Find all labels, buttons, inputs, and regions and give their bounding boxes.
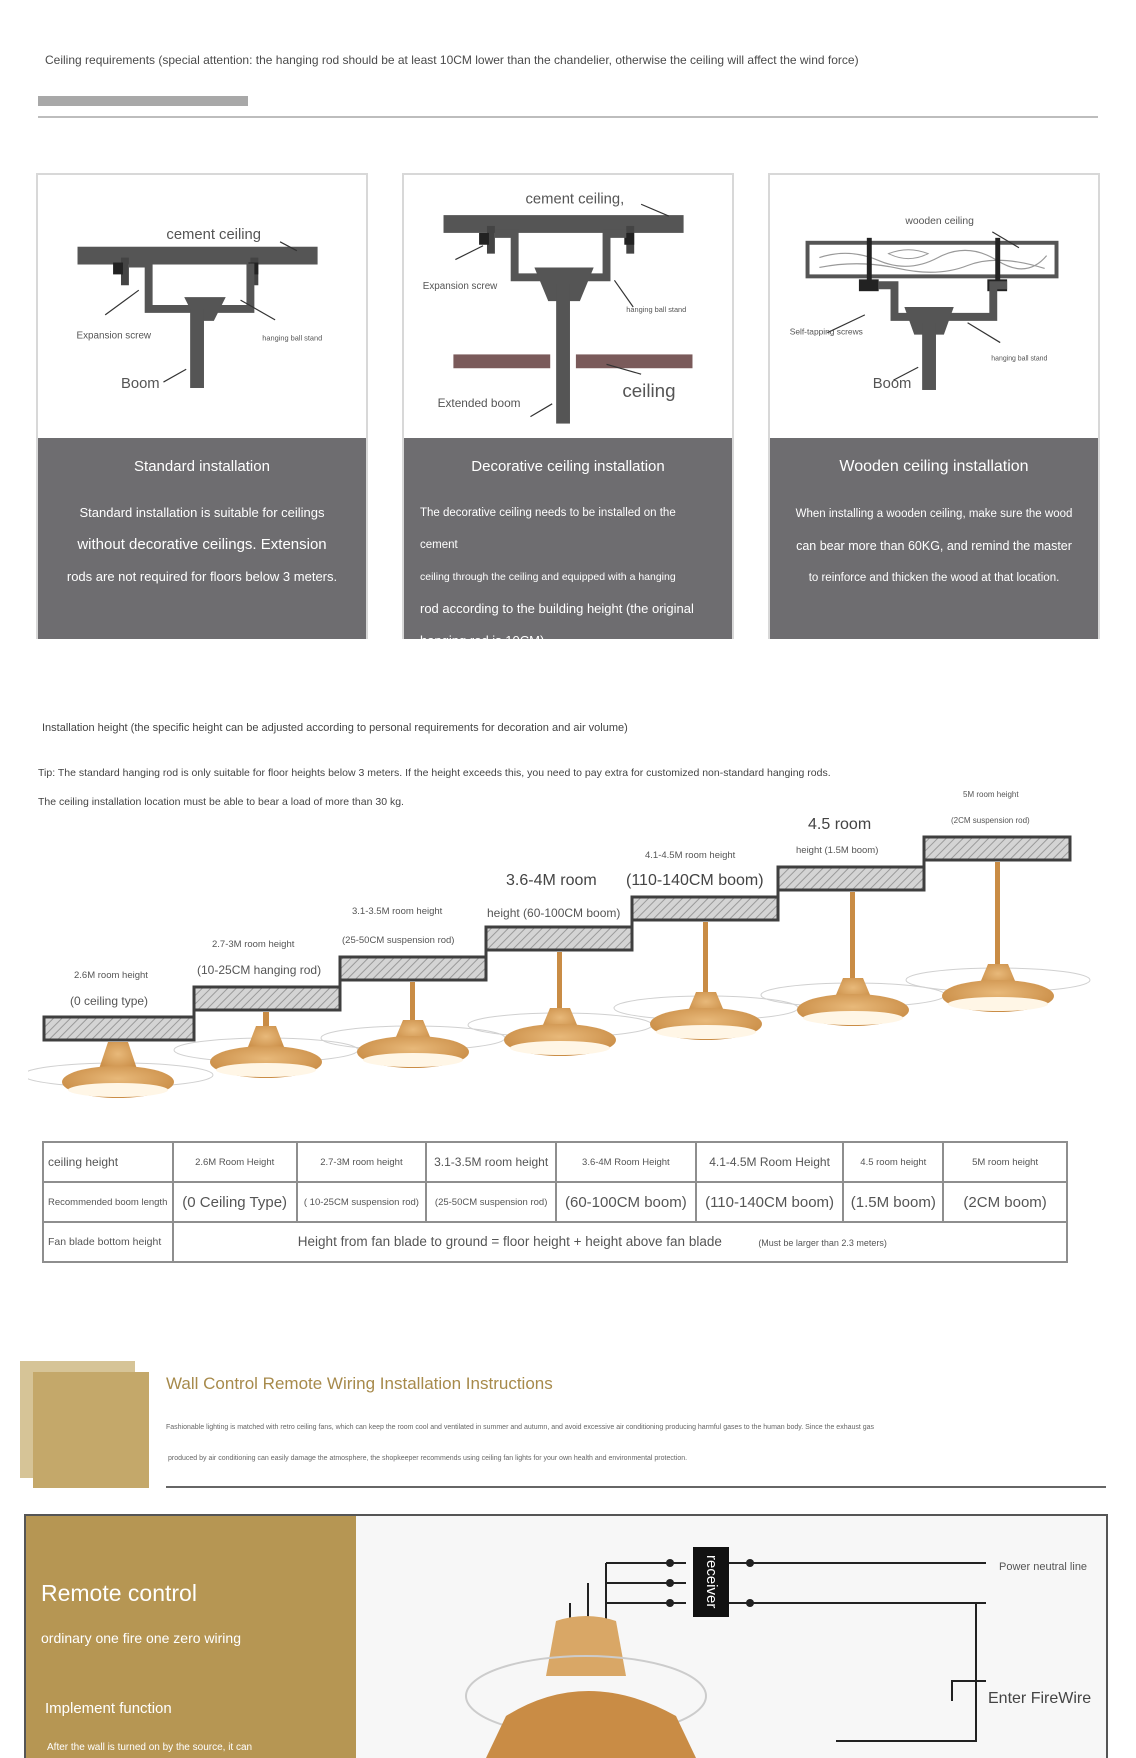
tip-text: Tip: The standard hanging rod is only suitable for floor heights below 3 meters. If the height exceeds this, you need to pay extra for customized non-standard hanging rods. bbox=[38, 767, 831, 779]
card-body-line: rod according to the building height (the original bbox=[420, 601, 694, 616]
step-label-bottom: (2CM suspension rod) bbox=[951, 816, 1030, 825]
table-row bbox=[43, 1222, 1067, 1262]
step-label-bottom: height (1.5M boom) bbox=[796, 845, 879, 856]
table-cell: 4.5 room height bbox=[843, 1142, 943, 1182]
step-label-top: 4.5 room bbox=[808, 816, 872, 833]
fan-blade-formula-cell bbox=[173, 1222, 1067, 1262]
fan-2 bbox=[174, 1012, 358, 1078]
card-decorative-ceiling bbox=[402, 173, 734, 648]
card-body-line: rods are not required for floors below 3 meters. bbox=[66, 569, 338, 584]
header-accent-bar bbox=[38, 96, 248, 106]
card-body-line: When installing a wooden ceiling, make sure the wood bbox=[795, 508, 1073, 520]
step-label-top: 3.6-4M room bbox=[506, 872, 597, 889]
card-standard-installation bbox=[36, 173, 368, 639]
expansion-screw-label: Expansion screw bbox=[76, 330, 152, 342]
table-cell: 4.1-4.5M Room Height bbox=[696, 1142, 844, 1182]
card-wooden-ceiling bbox=[768, 173, 1100, 639]
cement-ceiling-label: cement ceiling, bbox=[525, 191, 625, 208]
remote-control-title: Remote control bbox=[41, 1580, 197, 1606]
card-body-line: ceiling through the ceiling and equipped with a hanging bbox=[420, 571, 676, 583]
wall-control-description: produced by air conditioning can easily damage the atmosphere, the shopkeeper recommends using ceiling fan lights for your own health and environmental protection. bbox=[168, 1455, 688, 1462]
table-cell: 3.6-4M Room Height bbox=[556, 1142, 696, 1182]
cement-ceiling-label: cement ceiling bbox=[166, 226, 262, 243]
ceiling-requirements-text: Ceiling requirements (special attention: the hanging rod should be at least 10CM lower than the chandelier, otherwise the ceiling will affect the wind force) bbox=[45, 53, 859, 67]
hanging-ball-stand-label: hanging ball stand bbox=[991, 355, 1048, 363]
table-cell: 2.6M Room Height bbox=[173, 1142, 297, 1182]
expansion-screw-label: Expansion screw bbox=[422, 281, 498, 293]
staircase-fan-illustration bbox=[28, 780, 1118, 1125]
table-cell: (110-140CM boom) bbox=[696, 1182, 844, 1222]
card-title: Standard installation bbox=[134, 458, 270, 475]
hanging-ball-stand-label: hanging ball stand bbox=[626, 304, 687, 314]
installation-height-table bbox=[42, 1141, 1068, 1263]
card-body-line: without decorative ceilings. Extension bbox=[77, 536, 327, 553]
step-label-top: 2.6M room height bbox=[74, 970, 148, 981]
hanging-ball-stand-label: hanging ball stand bbox=[262, 333, 323, 343]
card-body-line: Standard installation is suitable for ceilings bbox=[79, 505, 325, 520]
table-row bbox=[43, 1142, 1067, 1182]
step-label-top: 3.1-3.5M room height bbox=[352, 906, 443, 917]
table-row bbox=[43, 1182, 1067, 1222]
table-cell: ( 10-25CM suspension rod) bbox=[297, 1182, 427, 1222]
boom-length-header: Recommended boom length bbox=[43, 1182, 173, 1222]
step-label-bottom: height (60-100CM boom) bbox=[487, 906, 621, 920]
table-cell: (1.5M boom) bbox=[843, 1182, 943, 1222]
card-body-line: hanging rod is 10CM) bbox=[420, 633, 545, 648]
step-label-top: 5M room height bbox=[963, 790, 1019, 799]
table-cell: (2CM boom) bbox=[943, 1182, 1067, 1222]
wooden-ceiling-label: wooden ceiling bbox=[905, 216, 974, 228]
card-body-line: The decorative ceiling needs to be installed on the cement bbox=[420, 507, 676, 551]
step-label-bottom: (0 ceiling type) bbox=[70, 994, 149, 1008]
card-body-line: can bear more than 60KG, and remind the master bbox=[796, 539, 1072, 553]
table-cell: (0 Ceiling Type) bbox=[173, 1182, 297, 1222]
ceiling-height-header: ceiling height bbox=[43, 1142, 173, 1182]
table-cell: 3.1-3.5M room height bbox=[426, 1142, 556, 1182]
self-tapping-screws-label: Self-tapping screws bbox=[789, 326, 863, 337]
header-divider bbox=[38, 116, 1098, 118]
extended-boom-label: Extended boom bbox=[437, 395, 521, 410]
fan-blade-height-header: Fan blade bottom height bbox=[43, 1222, 173, 1262]
decorative-ceiling-panel bbox=[404, 438, 732, 648]
installation-height-title: Installation height (the specific height can be adjusted according to personal requirements for decoration and air volume) bbox=[42, 722, 628, 734]
standard-installation-panel bbox=[38, 438, 366, 639]
load-text: The ceiling installation location must be able to bear a load of more than 30 kg. bbox=[38, 796, 404, 808]
standard-installation-diagram bbox=[38, 175, 366, 438]
enter-firewire-label: Enter FireWire bbox=[988, 1690, 1092, 1707]
fan-1 bbox=[28, 1042, 213, 1098]
fan-5 bbox=[614, 922, 798, 1040]
table-cell: 2.7-3M room height bbox=[297, 1142, 427, 1182]
step-label-top: 2.7-3M room height bbox=[212, 939, 295, 950]
remote-control-subtitle: ordinary one fire one zero wiring bbox=[41, 1630, 241, 1646]
wiring-diagram bbox=[356, 1516, 1106, 1758]
step-label-top: 4.1-4.5M room height bbox=[645, 850, 736, 861]
boom-label: Boom bbox=[872, 376, 912, 393]
fan-blade-formula: Height from fan blade to ground = floor height + height above fan blade bbox=[297, 1234, 722, 1249]
fan-4 bbox=[468, 952, 652, 1056]
wall-control-title: Wall Control Remote Wiring Installation Instructions bbox=[166, 1374, 553, 1393]
wall-control-divider bbox=[166, 1486, 1106, 1488]
card-title: Wooden ceiling installation bbox=[839, 458, 1029, 475]
implement-function-label: Implement function bbox=[45, 1700, 172, 1717]
step-label-bottom: (10-25CM hanging rod) bbox=[197, 963, 322, 977]
wall-control-description: Fashionable lighting is matched with retro ceiling fans, which can keep the room cool and ventilated in summer and autumn, and avoid excessive air conditioning producing harmful gases to the human body. Since the exhaust gas bbox=[166, 1424, 875, 1431]
step-label-bottom: (25-50CM suspension rod) bbox=[342, 935, 455, 946]
table-cell: (60-100CM boom) bbox=[556, 1182, 696, 1222]
table-cell: 5M room height bbox=[943, 1142, 1067, 1182]
power-neutral-line-label: Power neutral line bbox=[999, 1561, 1088, 1573]
receiver-box: receiver bbox=[693, 1547, 729, 1617]
table-cell: (25-50CM suspension rod) bbox=[426, 1182, 556, 1222]
decor-ceiling-label: ceiling bbox=[622, 379, 676, 401]
fan-blade-note: (Must be larger than 2.3 meters) bbox=[758, 1238, 887, 1248]
fan-6 bbox=[761, 892, 945, 1026]
fan-canopy-icon bbox=[546, 1616, 626, 1676]
wall-control-decor-square bbox=[33, 1372, 149, 1488]
wooden-ceiling-diagram bbox=[770, 175, 1098, 438]
step-label-bottom: (110-140CM boom) bbox=[626, 872, 764, 889]
remote-after-text: After the wall is turned on by the source, it can bbox=[47, 1742, 253, 1753]
boom-label: Boom bbox=[120, 376, 160, 393]
card-body-line: to reinforce and thicken the wood at that location. bbox=[808, 572, 1060, 584]
wooden-ceiling-panel bbox=[770, 438, 1098, 639]
card-title: Decorative ceiling installation bbox=[471, 458, 665, 475]
decorative-ceiling-diagram bbox=[404, 175, 732, 438]
